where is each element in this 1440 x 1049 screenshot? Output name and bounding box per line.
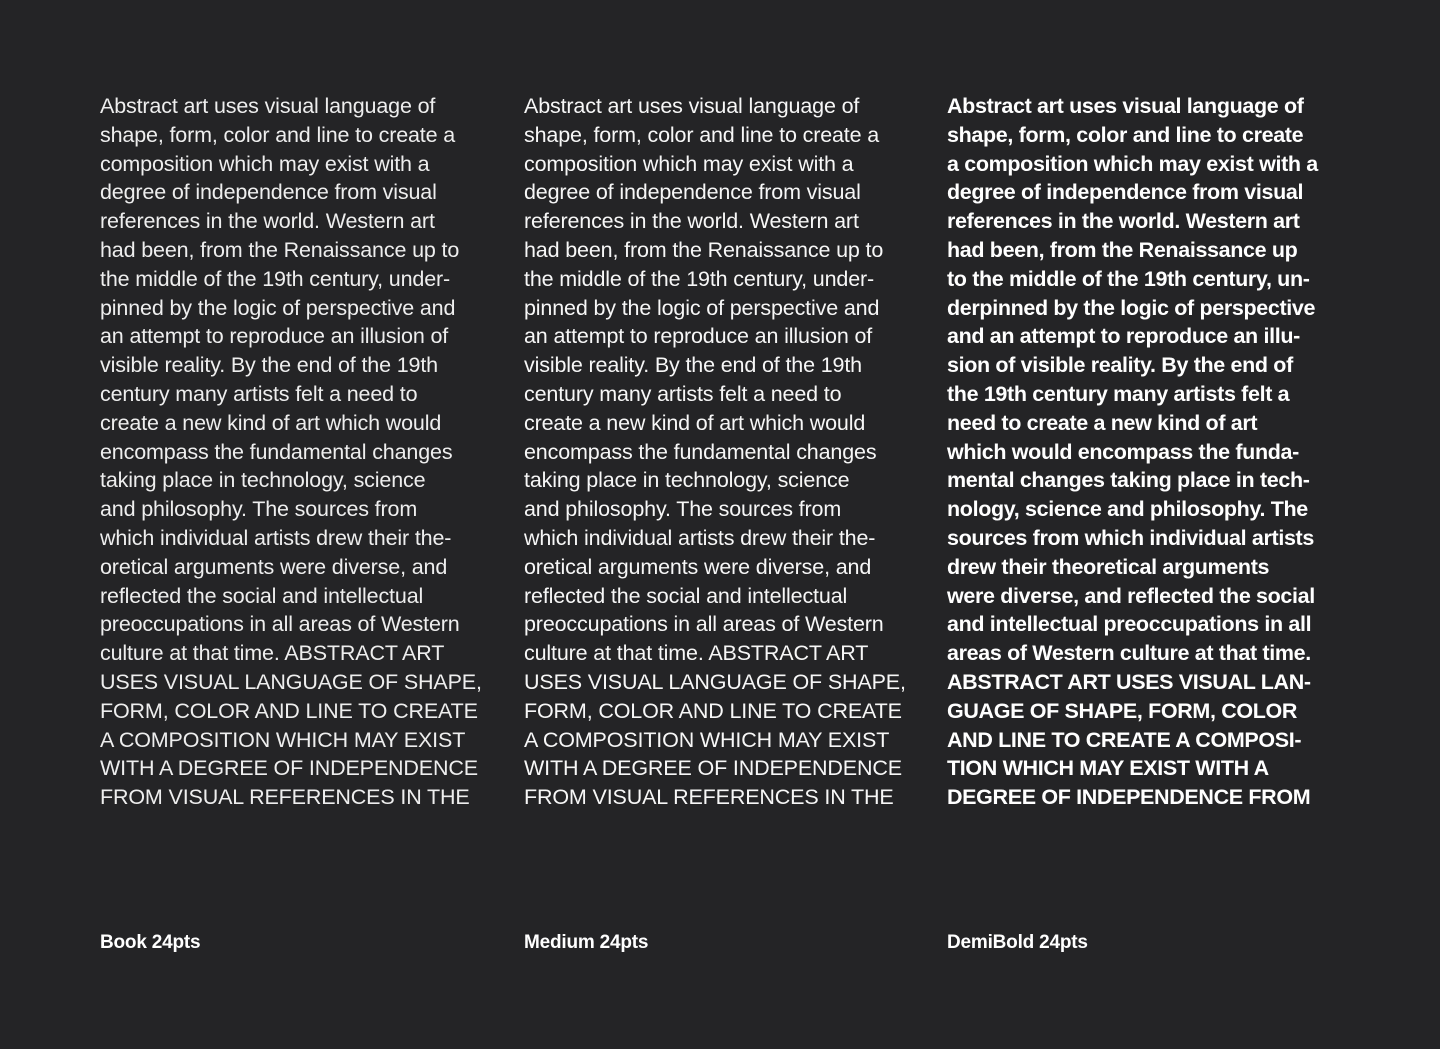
specimen-line: preoccupations in all areas of Western	[524, 612, 884, 637]
specimen-line: GUAGE OF SHAPE, FORM, COLOR	[947, 698, 1298, 723]
specimen-line: a composition which may exist with a	[947, 151, 1318, 176]
specimen-line: Abstract art uses visual language of	[100, 94, 436, 118]
specimen-line: an attempt to reproduce an illusion of	[100, 324, 449, 349]
specimen-line: FROM VISUAL REFERENCES IN THE	[524, 785, 894, 810]
specimen-line: composition which may exist with a	[524, 151, 854, 176]
specimen-line: an attempt to reproduce an illusion of	[524, 324, 873, 349]
specimen-line: TION WHICH MAY EXIST WITH A	[947, 756, 1269, 781]
specimen-line: taking place in technology, science	[100, 468, 426, 493]
specimen-line: which individual artists drew their the-	[100, 525, 452, 550]
caption-demibold: DemiBold 24pts	[947, 932, 1088, 953]
specimen-line: degree of independence from visual	[100, 180, 437, 205]
specimen-line: create a new kind of art which would	[100, 410, 442, 435]
specimen-line: references in the world. Western art	[524, 209, 859, 234]
specimen-line: composition which may exist with a	[100, 151, 430, 176]
specimen-line: and intellectual preoccupations in all	[947, 612, 1312, 637]
specimen-line: USES VISUAL LANGUAGE OF SHAPE,	[100, 669, 482, 694]
specimen-line: A COMPOSITION WHICH MAY EXIST	[100, 727, 466, 752]
specimen-line: FORM, COLOR AND LINE TO CREATE	[100, 698, 478, 723]
specimen-line: visible reality. By the end of the 19th	[100, 353, 438, 378]
specimen-line: taking place in technology, science	[524, 468, 850, 493]
specimen-line: areas of Western culture at that time.	[947, 641, 1311, 666]
specimen-line: had been, from the Renaissance up to	[100, 237, 460, 262]
specimen-line: Abstract art uses visual language of	[524, 94, 860, 118]
specimen-line: oretical arguments were diverse, and	[100, 554, 448, 579]
specimen-line: shape, form, color and line to create a	[100, 122, 456, 147]
caption-book: Book 24pts	[100, 932, 201, 953]
specimen-line: visible reality. By the end of the 19th	[524, 353, 862, 378]
specimen-line: oretical arguments were diverse, and	[524, 554, 872, 579]
specimen-line: and philosophy. The sources from	[524, 497, 842, 522]
specimen-line: shape, form, color and line to create a	[524, 122, 880, 147]
specimen-line: and philosophy. The sources from	[100, 497, 418, 522]
specimen-line: to the middle of the 19th century, un-	[947, 266, 1310, 291]
specimen-line: reflected the social and intellectual	[524, 583, 848, 608]
specimen-line: nology, science and philosophy. The	[947, 497, 1308, 522]
specimen-line: USES VISUAL LANGUAGE OF SHAPE,	[524, 669, 906, 694]
specimen-line: references in the world. Western art	[947, 209, 1300, 234]
specimen-line: which would encompass the funda-	[947, 439, 1299, 464]
specimen-line: WITH A DEGREE OF INDEPENDENCE	[100, 756, 478, 781]
specimen-column-book	[100, 92, 500, 812]
specimen-line: reflected the social and intellectual	[100, 583, 424, 608]
specimen-line: DEGREE OF INDEPENDENCE FROM	[947, 785, 1311, 810]
specimen-line: AND LINE TO CREATE A COMPOSI-	[947, 727, 1302, 752]
specimen-line: degree of independence from visual	[524, 180, 861, 205]
specimen-line: create a new kind of art which would	[524, 410, 866, 435]
specimen-line: culture at that time. ABSTRACT ART	[100, 641, 445, 666]
specimen-line: need to create a new kind of art	[947, 410, 1258, 435]
specimen-line: culture at that time. ABSTRACT ART	[524, 641, 869, 666]
specimen-line: and an attempt to reproduce an illu-	[947, 324, 1300, 349]
specimen-line: the middle of the 19th century, under-	[100, 266, 451, 291]
specimen-line: A COMPOSITION WHICH MAY EXIST	[524, 727, 890, 752]
specimen-line: preoccupations in all areas of Western	[100, 612, 460, 637]
specimen-line: references in the world. Western art	[100, 209, 435, 234]
specimen-line: had been, from the Renaissance up to	[524, 237, 884, 262]
specimen-line: the 19th century many artists felt a	[947, 381, 1290, 406]
specimen-line: sources from which individual artists	[947, 525, 1314, 550]
specimen-line: were diverse, and reflected the social	[947, 583, 1315, 608]
specimen-line: encompass the fundamental changes	[524, 439, 877, 464]
specimen-line: century many artists felt a need to	[524, 381, 842, 406]
specimen-line: encompass the fundamental changes	[100, 439, 453, 464]
specimen-line: the middle of the 19th century, under-	[524, 266, 875, 291]
specimen-line: shape, form, color and line to create	[947, 122, 1304, 147]
specimen-column-demibold	[947, 92, 1347, 812]
specimen-line: FROM VISUAL REFERENCES IN THE	[100, 785, 470, 810]
specimen-column-medium	[524, 92, 924, 812]
specimen-line: century many artists felt a need to	[100, 381, 418, 406]
specimen-line: WITH A DEGREE OF INDEPENDENCE	[524, 756, 902, 781]
specimen-line: degree of independence from visual	[947, 180, 1304, 205]
specimen-line: pinned by the logic of perspective and	[524, 295, 880, 320]
specimen-line: drew their theoretical arguments	[947, 554, 1270, 579]
specimen-line: FORM, COLOR AND LINE TO CREATE	[524, 698, 902, 723]
caption-medium: Medium 24pts	[524, 932, 649, 953]
specimen-line: sion of visible reality. By the end of	[947, 353, 1293, 378]
specimen-line: mental changes taking place in tech-	[947, 468, 1310, 493]
specimen-line: ABSTRACT ART USES VISUAL LAN-	[947, 669, 1311, 694]
specimen-line: pinned by the logic of perspective and	[100, 295, 456, 320]
specimen-line: had been, from the Renaissance up	[947, 237, 1298, 262]
specimen-line: derpinned by the logic of perspective	[947, 295, 1316, 320]
specimen-line: which individual artists drew their the-	[524, 525, 876, 550]
specimen-line: Abstract art uses visual language of	[947, 94, 1304, 118]
